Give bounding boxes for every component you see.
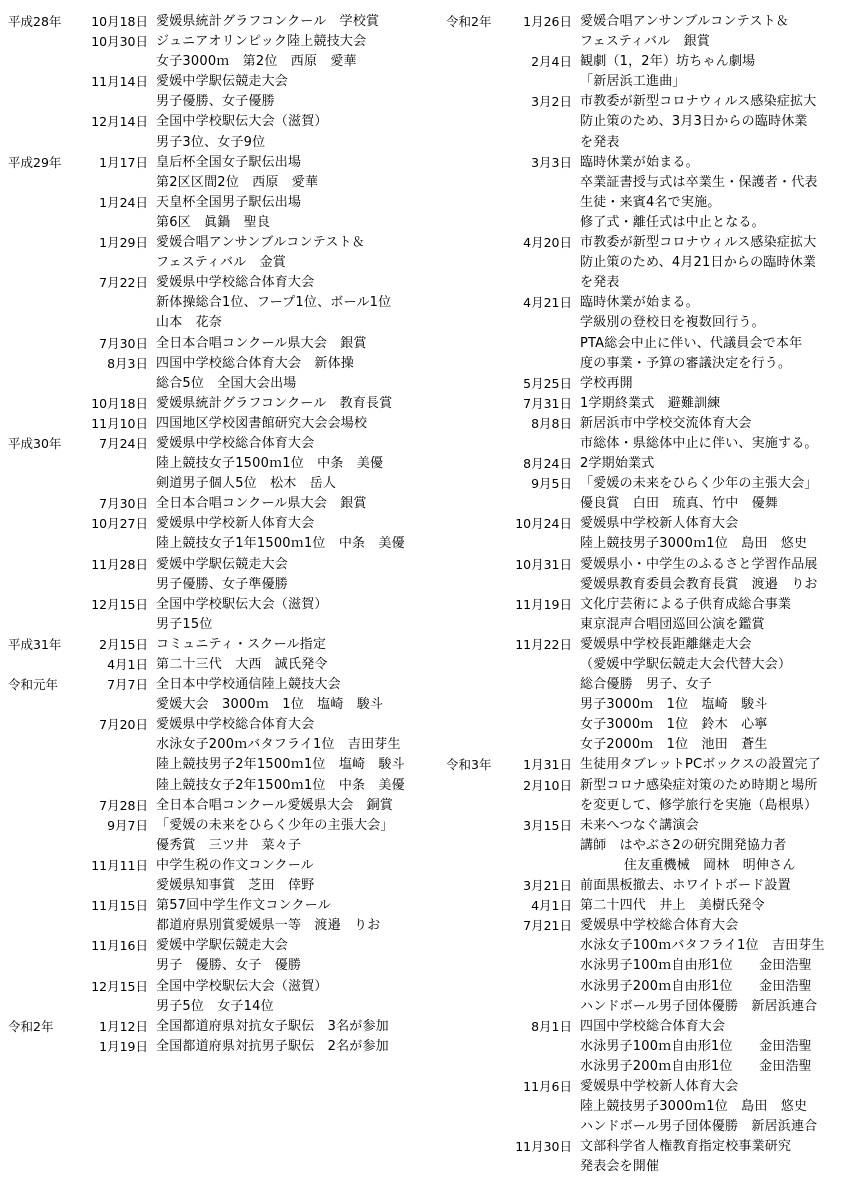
event-text: 陸上競技女子1年1500ｍ1位 中条 美優 [156,536,405,552]
event-date: 8月1日 [531,1018,572,1034]
event-text: 剣道男子個人5位 松木 岳人 [156,476,337,492]
event-text: 臨時休業が始まる。 [580,154,699,170]
event-text: 愛媛県統計グラフコンクール 教育長賞 [156,395,393,411]
event-text: 愛媛県中学校新人体育大会 [580,1078,739,1094]
history-row [8,233,438,253]
event-text: 陸上競技男子3000ｍ1位 島田 悠史 [580,1099,808,1115]
history-row [8,796,438,816]
event-text: 臨時休業が始まる。 [580,295,699,311]
history-row [8,1017,438,1037]
event-text: 男子3000ｍ 1位 塩崎 駿斗 [580,697,768,713]
history-row [8,977,438,997]
event-text: 総合優勝 男子、女子 [580,677,713,693]
history-row [8,414,438,434]
event-text: 防止策のため、3月3日からの臨時休業 [580,114,808,130]
event-text: 第2区区間2位 西原 愛華 [156,174,319,190]
history-row [8,273,438,293]
event-text: 女子3000ｍ 第2位 西原 愛華 [156,54,357,70]
event-date: 7月24日 [99,435,148,451]
history-row [8,534,438,554]
era-label: 令和2年 [446,14,492,29]
event-text: 愛媛県教育委員会教育長賞 渡邉 りお [580,576,818,592]
event-text: 第6区 眞鍋 聖良 [156,214,271,230]
event-text: 愛媛県中学校総合体育大会 [156,275,315,291]
history-row [446,354,861,374]
event-text: 女子3000ｍ 1位 鈴木 心寧 [580,717,768,733]
event-text: を発表 [580,275,620,291]
event-date: 11月15日 [91,898,148,914]
history-row [446,92,861,112]
event-date: 11月19日 [515,596,572,612]
event-date: 7月31日 [523,395,572,411]
history-row [446,1017,861,1037]
event-text: 第二十三代 大西 誠氏発令 [156,657,328,672]
event-text: 愛媛合唱アンサンブルコンテスト＆ [580,14,789,29]
event-text: 水泳男子200ｍ自由形1位 金田浩聖 [580,1058,812,1074]
event-date: 3月2日 [531,94,572,110]
event-text: 全国中学校駅伝大会（滋賀） [156,596,328,612]
event-text: ハンドボール男子団体優勝 新居浜連合 [580,1119,818,1135]
era-label: 平成29年 [8,154,62,170]
event-text: 防止策のため、4月21日からの臨時休業 [580,255,817,271]
event-date: 2月10日 [523,777,572,793]
event-date: 8月3日 [107,355,148,371]
event-date: 3月21日 [523,878,572,894]
event-text: 皇后杯全国女子駅伝出場 [156,154,302,170]
history-row [446,12,861,32]
event-date: 10月27日 [91,516,148,532]
event-date: 4月20日 [523,235,572,251]
era-label: 令和元年 [8,677,59,693]
history-row [446,896,861,916]
history-row [446,555,861,575]
history-row [8,313,438,333]
history-row [446,997,861,1017]
history-row [8,213,438,233]
event-text: 観劇（1，2年）坊ちゃん劇場 [580,54,756,70]
event-date: 12月15日 [91,596,148,612]
event-text: 住友重機械 岡林 明伸さん [580,857,796,873]
event-text: 「愛媛の未来をひらく少年の主張大会」 [156,817,394,833]
event-text: 陸上競技男子3000ｍ1位 島田 悠史 [580,536,808,552]
event-date: 7月21日 [523,918,572,934]
event-text: 新型コロナ感染症対策のため時期と場所 [580,777,818,793]
history-row [8,32,438,52]
history-row [446,695,861,715]
era-label: 平成31年 [8,636,62,652]
event-text: 文化庁芸術による子供育成総合事業 [580,596,792,612]
history-row [446,655,861,675]
history-row [8,454,438,474]
history-row [8,997,438,1017]
history-row [446,293,861,313]
history-row [446,856,861,876]
history-row [446,514,861,534]
history-row [446,1137,861,1157]
event-date: 8月24日 [523,456,572,472]
history-row [446,776,861,796]
event-text: 四国地区学校図書館研究大会会場校 [156,415,368,431]
history-row [446,193,861,213]
event-date: 3月15日 [523,817,572,833]
history-row [8,936,438,956]
event-date: 4月1日 [531,898,572,914]
history-row [446,454,861,474]
history-row [8,112,438,132]
history-row [446,414,861,434]
event-text: 愛媛大会 3000ｍ 1位 塩崎 駿斗 [156,697,384,713]
event-date: 7月22日 [99,275,148,291]
history-row [8,896,438,916]
event-text: 陸上競技女子1500ｍ1位 中条 美優 [156,456,384,472]
history-row [8,193,438,213]
history-row [446,675,861,695]
history-row [446,253,861,273]
event-date: 10月30日 [91,34,148,50]
event-text: 愛媛中学駅伝競走大会 [156,74,289,90]
event-text: 山本 花奈 [156,315,223,331]
event-text: 度の事業・予算の審議決定を行う。 [580,355,792,371]
left-column [8,12,438,1057]
history-row [446,1057,861,1077]
history-row [446,977,861,997]
history-row [8,715,438,735]
event-text: 愛媛県中学校総合体育大会 [156,435,315,451]
history-row [8,334,438,354]
history-row [446,273,861,293]
event-date: 11月14日 [91,74,148,90]
event-text: 四国中学校総合体育大会 新体操 [156,355,355,371]
history-row [446,52,861,72]
event-date: 12月15日 [91,978,148,994]
event-date: 11月22日 [515,636,572,652]
era-label: 令和2年 [8,1018,54,1034]
history-row [8,755,438,775]
event-text: 愛媛中学駅伝競走大会 [156,556,289,572]
history-row [8,695,438,715]
history-row [446,313,861,333]
event-date: 1月26日 [523,14,572,29]
event-text: PTA総会中止に伴い、代議員会で本年 [580,335,803,351]
history-row [446,434,861,454]
event-text: 愛媛県中学校新人体育大会 [156,516,315,532]
event-text: 全日本合唱コンクール県大会 銀賞 [156,496,367,512]
history-row [8,816,438,836]
event-date: 11月16日 [91,938,148,954]
event-date: 4月21日 [523,295,572,311]
history-row [8,474,438,494]
event-date: 11月28日 [91,556,148,572]
event-text: 全国中学校駅伝大会（滋賀） [156,114,328,130]
history-row [446,635,861,655]
history-row [446,153,861,173]
history-row [446,595,861,615]
history-row [8,494,438,514]
event-text: 陸上競技男子2年1500ｍ1位 塩崎 駿斗 [156,757,405,773]
event-text: 全国都道府県対抗男子駅伝 2名が参加 [156,1038,389,1054]
event-date: 11月11日 [91,857,148,873]
event-date: 7月28日 [99,797,148,813]
event-date: 9月7日 [107,817,148,833]
event-text: 男子優勝、女子準優勝 [156,576,289,592]
history-row [8,12,438,32]
history-row [446,233,861,253]
history-row [8,655,438,675]
history-row [446,1037,861,1057]
history-row [8,555,438,575]
history-row [8,173,438,193]
event-text: フェスティバル 銀賞 [580,34,711,50]
event-text: 天皇杯全国男子駅伝出場 [156,194,302,210]
history-row [8,1037,438,1057]
event-text: 愛媛県知事賞 芝田 倖野 [156,878,315,894]
event-text: フェスティバル 金賞 [156,255,287,271]
history-row [446,173,861,193]
event-text: 前面黒板撤去、ホワイトボード設置 [580,878,791,894]
history-row [8,72,438,92]
event-date: 7月7日 [107,677,148,693]
event-text: 愛媛県中学校新人体育大会 [580,516,739,532]
history-row [446,213,861,233]
event-date: 11月10日 [91,415,148,431]
event-text: （愛媛中学駅伝競走大会代替大会） [580,657,792,672]
event-date: 3月3日 [531,154,572,170]
event-text: 1学期終業式 避難訓練 [580,395,721,411]
history-row [446,735,861,755]
history-row [446,876,861,896]
event-date: 10月31日 [515,556,572,572]
history-row [8,153,438,173]
history-row [8,916,438,936]
history-row [8,876,438,896]
event-text: 水泳女子200ｍバタフライ1位 吉田芽生 [156,737,401,753]
event-text: 愛媛県小・中学生のふるさと学習作品展 [580,556,818,572]
era-label: 令和3年 [446,757,492,773]
event-text: ハンドボール男子団体優勝 新居浜連合 [580,998,818,1014]
event-text: 生徒・来賓4名で実施。 [580,194,721,210]
history-row [446,755,861,775]
event-text: 生徒用タブレットPCボックスの設置完了 [580,757,821,773]
event-text: を変更して、修学旅行を実施（島根県） [580,797,818,813]
era-label: 平成30年 [8,435,62,451]
event-date: 10月18日 [91,14,148,29]
event-date: 7月20日 [99,717,148,733]
history-row [446,394,861,414]
event-text: 男子3位、女子9位 [156,134,266,150]
event-text: 全国都道府県対抗女子駅伝 3名が参加 [156,1018,389,1034]
event-text: 中学生税の作文コンクール [156,857,314,873]
history-row [8,956,438,976]
event-text: 学校再開 [580,375,633,391]
event-text: ジュニアオリンピック陸上競技大会 [156,34,367,50]
history-row [446,534,861,554]
event-text: 愛媛県中学校長距離継走大会 [580,636,752,652]
history-row [8,735,438,755]
history-row [446,816,861,836]
event-text: 水泳男子200ｍ自由形1位 金田浩聖 [580,978,812,994]
history-row [8,293,438,313]
history-row [8,776,438,796]
event-text: 総合5位 全国大会出場 [156,375,297,391]
history-row [8,575,438,595]
event-text: 「愛媛の未来をひらく少年の主張大会」 [580,476,818,492]
history-row [8,514,438,534]
event-text: 優良賞 白田 琉真、竹中 優舞 [580,496,779,512]
event-text: 愛媛合唱アンサンブルコンテスト＆ [156,235,365,251]
event-date: 1月29日 [99,235,148,251]
event-text: 女子2000ｍ 1位 池田 蒼生 [580,737,768,753]
event-text: 愛媛県統計グラフコンクール 学校賞 [156,14,380,29]
history-row [446,575,861,595]
history-row [8,394,438,414]
event-text: 都道府県別賞愛媛県一等 渡邉 りお [156,918,381,934]
history-row [446,374,861,394]
history-row [446,916,861,936]
event-date: 8月8日 [531,415,572,431]
event-text: 新体操総合1位、フープ1位、ボール1位 [156,295,392,311]
event-text: 愛媛県中学校総合体育大会 [580,918,739,934]
event-date: 1月31日 [523,757,572,773]
history-row [446,936,861,956]
event-text: 発表会を開催 [580,1159,660,1175]
event-text: 市教委が新型コロナウィルス感染症拡大 [580,235,817,251]
event-text: 新居浜市中学校交流体育大会 [580,415,752,431]
event-text: 優秀賞 三ツ井 菜々子 [156,837,302,853]
event-date: 11月6日 [523,1078,572,1094]
event-date: 1月24日 [99,194,148,210]
event-date: 11月30日 [515,1139,572,1155]
history-row [446,715,861,735]
history-row [8,434,438,454]
right-column [446,12,861,1177]
event-text: コミュニティ・スクール指定 [156,636,327,652]
event-text: 全日本合唱コンクール県大会 銀賞 [156,335,367,351]
event-text: 全国中学校駅伝大会（滋賀） [156,978,328,994]
event-text: 水泳男子100ｍ自由形1位 金田浩聖 [580,958,812,974]
event-text: 第57回中学生作文コンクール [156,898,331,914]
event-date: 10月24日 [515,516,572,532]
history-row [446,494,861,514]
event-date: 7月30日 [99,335,148,351]
history-row [8,595,438,615]
event-date: 1月17日 [99,154,148,170]
event-text: を発表 [580,134,620,150]
history-row [8,615,438,635]
history-row [8,856,438,876]
event-text: 水泳女子100ｍバタフライ1位 吉田芽生 [580,938,825,954]
event-text: 男子15位 [156,616,213,632]
event-date: 7月30日 [99,496,148,512]
event-text: 学級別の登校日を複数回行う。 [580,315,765,331]
event-text: 未来へつなぐ講演会 [580,817,699,833]
history-row [446,32,861,52]
event-text: 水泳男子100ｍ自由形1位 金田浩聖 [580,1038,812,1054]
history-row [8,253,438,273]
history-row [8,675,438,695]
event-text: 修了式・離任式は中止となる。 [580,214,765,230]
event-text: 男子 優勝、女子 優勝 [156,958,302,974]
event-text: 全日本中学校通信陸上競技大会 [156,677,341,693]
event-text: 男子5位 女子14位 [156,998,274,1014]
event-text: 市教委が新型コロナウィルス感染症拡大 [580,94,817,110]
event-text: 講師 はやぶさ2の研究開発協力者 [580,837,787,853]
event-text: 市総体・県総体中止に伴い、実施する。 [580,435,818,451]
event-text: 第二十四代 井上 美樹氏発令 [580,898,765,914]
event-date: 12月14日 [91,114,148,130]
event-text: 四国中学校総合体育大会 [580,1018,726,1034]
event-date: 10月18日 [91,395,148,411]
history-row [446,112,861,132]
event-text: 愛媛県中学校総合体育大会 [156,717,315,733]
event-text: 東京混声合唱団巡回公演を鑑賞 [580,616,765,632]
history-row [446,474,861,494]
event-text: 全日本合唱コンクール愛媛県大会 銅賞 [156,797,394,813]
event-text: 文部科学省人権教育指定校事業研究 [580,1139,792,1155]
event-date: 5月25日 [523,375,572,391]
event-date: 4月1日 [107,657,148,672]
history-row [446,1117,861,1137]
history-row [8,133,438,153]
history-row [446,956,861,976]
history-row [446,836,861,856]
history-row [446,1077,861,1097]
era-label: 平成28年 [8,14,62,29]
history-row [446,1157,861,1177]
history-row [8,354,438,374]
history-row [8,836,438,856]
event-text: 陸上競技女子2年1500ｍ1位 中条 美優 [156,777,405,793]
event-date: 2月15日 [99,636,148,652]
history-row [8,635,438,655]
event-date: 9月5日 [531,476,572,492]
event-date: 2月4日 [531,54,572,70]
event-text: 愛媛中学駅伝競走大会 [156,938,289,954]
event-text: 「新居浜工進曲」 [580,74,686,90]
event-text: 卒業証書授与式は卒業生・保護者・代表 [580,174,818,190]
history-row [8,374,438,394]
event-date: 1月19日 [99,1038,148,1054]
history-row [446,334,861,354]
event-text: 男子優勝、女子優勝 [156,94,275,110]
history-row [446,615,861,635]
history-row [8,92,438,112]
history-row [8,52,438,72]
event-text: 2学期始業式 [580,456,655,472]
history-row [446,133,861,153]
history-row [446,796,861,816]
history-row [446,1097,861,1117]
event-date: 1月12日 [99,1018,148,1034]
history-row [446,72,861,92]
